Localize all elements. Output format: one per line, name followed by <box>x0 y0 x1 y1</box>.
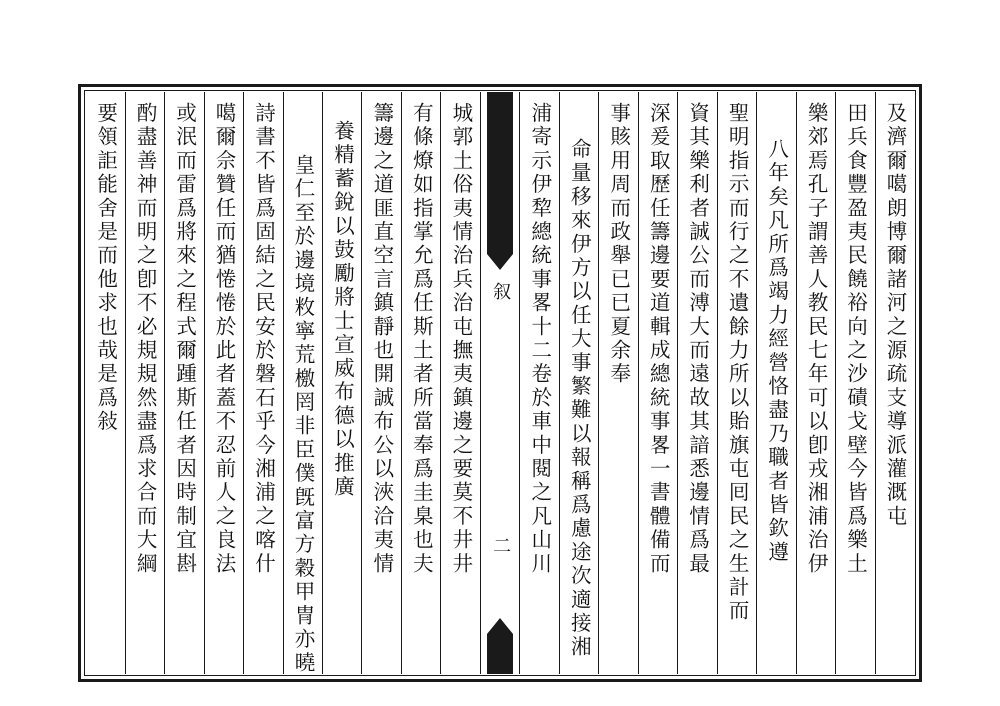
text-column <box>875 92 914 674</box>
column-text: 八年矣凡所爲竭力經營恪盡乃職者皆欽遵 <box>764 138 789 565</box>
column-text: 資其樂利者誠公而溥大而遠故其諳悉邊情爲最 <box>685 102 710 576</box>
text-column <box>598 92 637 674</box>
column-text: 樂郊焉孔子謂善人教民七年可以卽戎湘浦治伊 <box>804 102 829 576</box>
text-column <box>86 92 124 674</box>
text-column <box>559 92 598 674</box>
text-column <box>440 92 479 674</box>
column-text: 或泯而雷爲將來之程式爾踵斯任者因時制宜斟 <box>172 102 197 576</box>
fishtail-top-bar <box>487 92 513 254</box>
column-text: 皇仁至於邊境敉寧荒檄罔非臣僕旣富方穀甲冑亦曉 <box>290 154 315 676</box>
column-text: 噶爾佘贊任而猶惓惓於此者蓋不忍前人之良法 <box>212 102 237 576</box>
fishtail-top-triangle <box>487 254 513 270</box>
text-column <box>361 92 400 674</box>
fishtail-bottom-bar <box>487 634 513 674</box>
text-column <box>756 92 795 674</box>
column-text: 浦寄示伊犂總統事畧十二卷於車中閱之凡山川 <box>527 102 552 576</box>
text-column <box>283 92 322 674</box>
column-text: 有條燎如指掌允爲任斯土者所當奉爲圭臬也夫 <box>409 102 434 576</box>
text-column <box>519 92 558 674</box>
column-text: 城郭土俗夷情治兵治屯撫夷鎮邊之要莫不井井 <box>448 102 473 576</box>
fishtail-top-ornament <box>481 92 519 262</box>
column-text: 籌邊之道匪直空言鎮靜也開誠布公以浹洽夷情 <box>369 102 394 576</box>
banxin-center-column <box>480 92 519 674</box>
fishtail-bottom-ornament <box>481 494 519 674</box>
text-column <box>243 92 282 674</box>
column-text: 酌盡善神而明之卽不必規規然盡爲求合而大綱 <box>133 102 158 576</box>
banxin-section-label: 叙 <box>490 282 512 302</box>
text-column <box>638 92 677 674</box>
column-text: 事賅用周而政舉已已夏余奉 <box>606 102 631 387</box>
page-border-frame <box>78 84 922 682</box>
text-column <box>125 92 164 674</box>
column-text: 養精蓄銳以鼓勵將士宣威布德以推廣 <box>330 120 355 500</box>
column-text: 聖明指示而行之不遺餘力所以貽旗屯囘民之生計而 <box>725 102 750 624</box>
text-column <box>164 92 203 674</box>
text-column <box>401 92 440 674</box>
text-column <box>796 92 835 674</box>
column-text: 及濟爾噶朗博爾諸河之源疏支導派灌溉屯 <box>883 102 908 529</box>
column-text: 命量移來伊方以任大事繁難以報稱爲慮途次適接湘 <box>567 138 592 660</box>
column-text: 深爰取歷任籌邊要道輯成總統事畧一書體備而 <box>646 102 671 576</box>
fishtail-bottom-triangle <box>487 618 513 634</box>
text-column <box>835 92 874 674</box>
text-columns <box>86 92 914 674</box>
column-text: 要領詎能舍是而他求也哉是爲敍 <box>93 102 118 434</box>
banxin-page-number: 二 <box>490 536 512 554</box>
column-text: 詩書不皆爲固結之民安於磐石乎今湘浦之喀什 <box>251 102 276 576</box>
text-column <box>322 92 361 674</box>
text-column <box>677 92 716 674</box>
text-column <box>204 92 243 674</box>
column-text: 田兵食豐盈夷民饒裕向之沙磧戈壁今皆爲樂土 <box>843 102 868 576</box>
text-column <box>717 92 756 674</box>
